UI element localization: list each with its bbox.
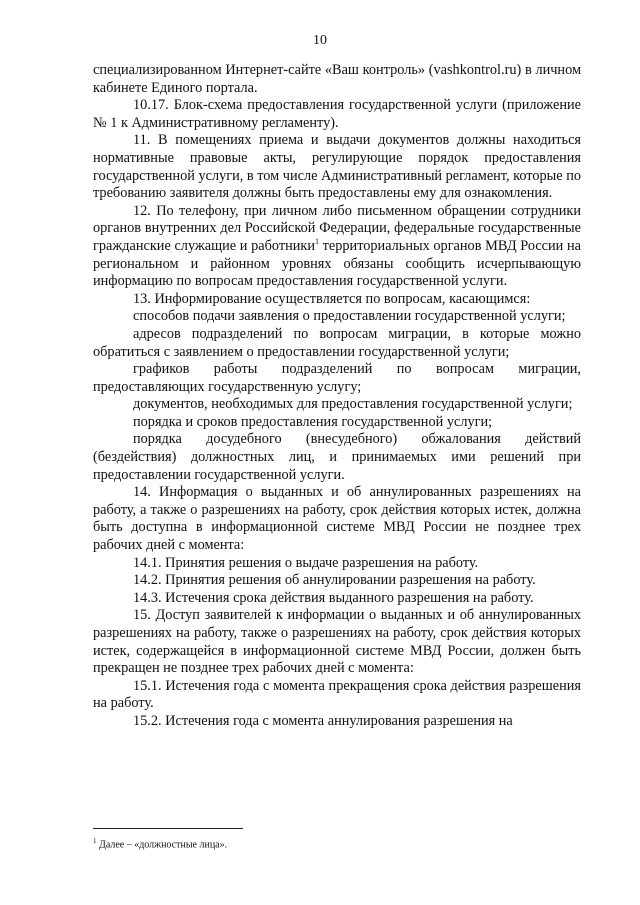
paragraph-14-3: 14.3. Истечения срока действия выданного разрешения на работу. <box>133 589 534 606</box>
list-item: способов подачи заявления о предоставлении государственной услуги; <box>133 308 566 325</box>
footnote-marker: 1 <box>93 837 97 845</box>
paragraph-14-2: 14.2. Принятия решения об аннулировании разрешения на работу. <box>133 572 536 589</box>
paragraph-11: 11. В помещениях приема и выдачи документов должны находиться нормативные правовые акты, регулирующие порядок предоставления государственной услуги, в том числе Административный регламент, которые по требованию заявителя должны быть предоставлены ему для ознакомления. <box>93 132 581 202</box>
paragraph-12 <box>93 203 581 291</box>
paragraph-13: 13. Информирование осуществляется по вопросам, касающимся: <box>133 290 531 307</box>
paragraph-intro: специализированном Интернет-сайте «Ваш контроль» (vashkontrol.ru) в личном кабинете Единого портала. <box>93 62 581 96</box>
list-item: порядка досудебного (внесудебного) обжалования действий (бездействия) должностных лиц, и принимаемых ими решений при предоставлении государственной услуги. <box>93 431 581 483</box>
footnote <box>93 835 581 851</box>
paragraph-10-17: 10.17. Блок-схема предоставления государственной услуги (приложение № 1 к Административному регламенту). <box>93 97 581 131</box>
document-body <box>93 62 581 731</box>
paragraph-14-1: 14.1. Принятия решения о выдаче разрешения на работу. <box>133 554 479 571</box>
paragraph-12-text: 12. По телефону, при личном либо письменном обращении сотрудники органов внутренних дел Российской Федерации, федеральные государственные гражданские служащие и работники <box>93 202 581 254</box>
list-item: графиков работы подразделений по вопросам миграции, предоставляющих государственную услугу; <box>93 361 581 395</box>
footnote-text: Далее – «должностные лица». <box>96 839 228 851</box>
paragraph-12-continuation: территориальных органов МВД России на региональном и районном уровнях обязаны сообщить исчерпывающую информацию по вопросам предоставления государственной услуги. <box>93 237 581 290</box>
paragraph-15: 15. Доступ заявителей к информации о выданных и об аннулированных разрешениях на работу, также о разрешениях на работу, срок действия которых истек, содержащейся в информационной системе МВД России, должен быть прекращен не позднее трех рабочих дней с момента: <box>93 607 581 677</box>
footnote-reference: 1 <box>314 237 319 247</box>
footnote-divider <box>93 828 243 829</box>
paragraph-15-1: 15.1. Истечения года с момента прекращения срока действия разрешения на работу. <box>93 677 581 712</box>
page-number: 10 <box>313 33 327 48</box>
list-item: документов, необходимых для предоставления государственной услуги; <box>133 396 573 413</box>
list-item: адресов подразделений по вопросам миграции, в которые можно обратиться с заявлением о предоставлении государственной услуги; <box>93 325 581 360</box>
paragraph-14: 14. Информация о выданных и об аннулированных разрешениях на работу, а также о разрешениях на работу, срок действия которых истек, должна быть доступна в информационной системе МВД России не позднее трех рабочих дней с момента: <box>93 484 581 554</box>
paragraph-15-2: 15.2. Истечения года с момента аннулирования разрешения на <box>133 712 513 729</box>
list-item: порядка и сроков предоставления государственной услуги; <box>133 413 493 430</box>
